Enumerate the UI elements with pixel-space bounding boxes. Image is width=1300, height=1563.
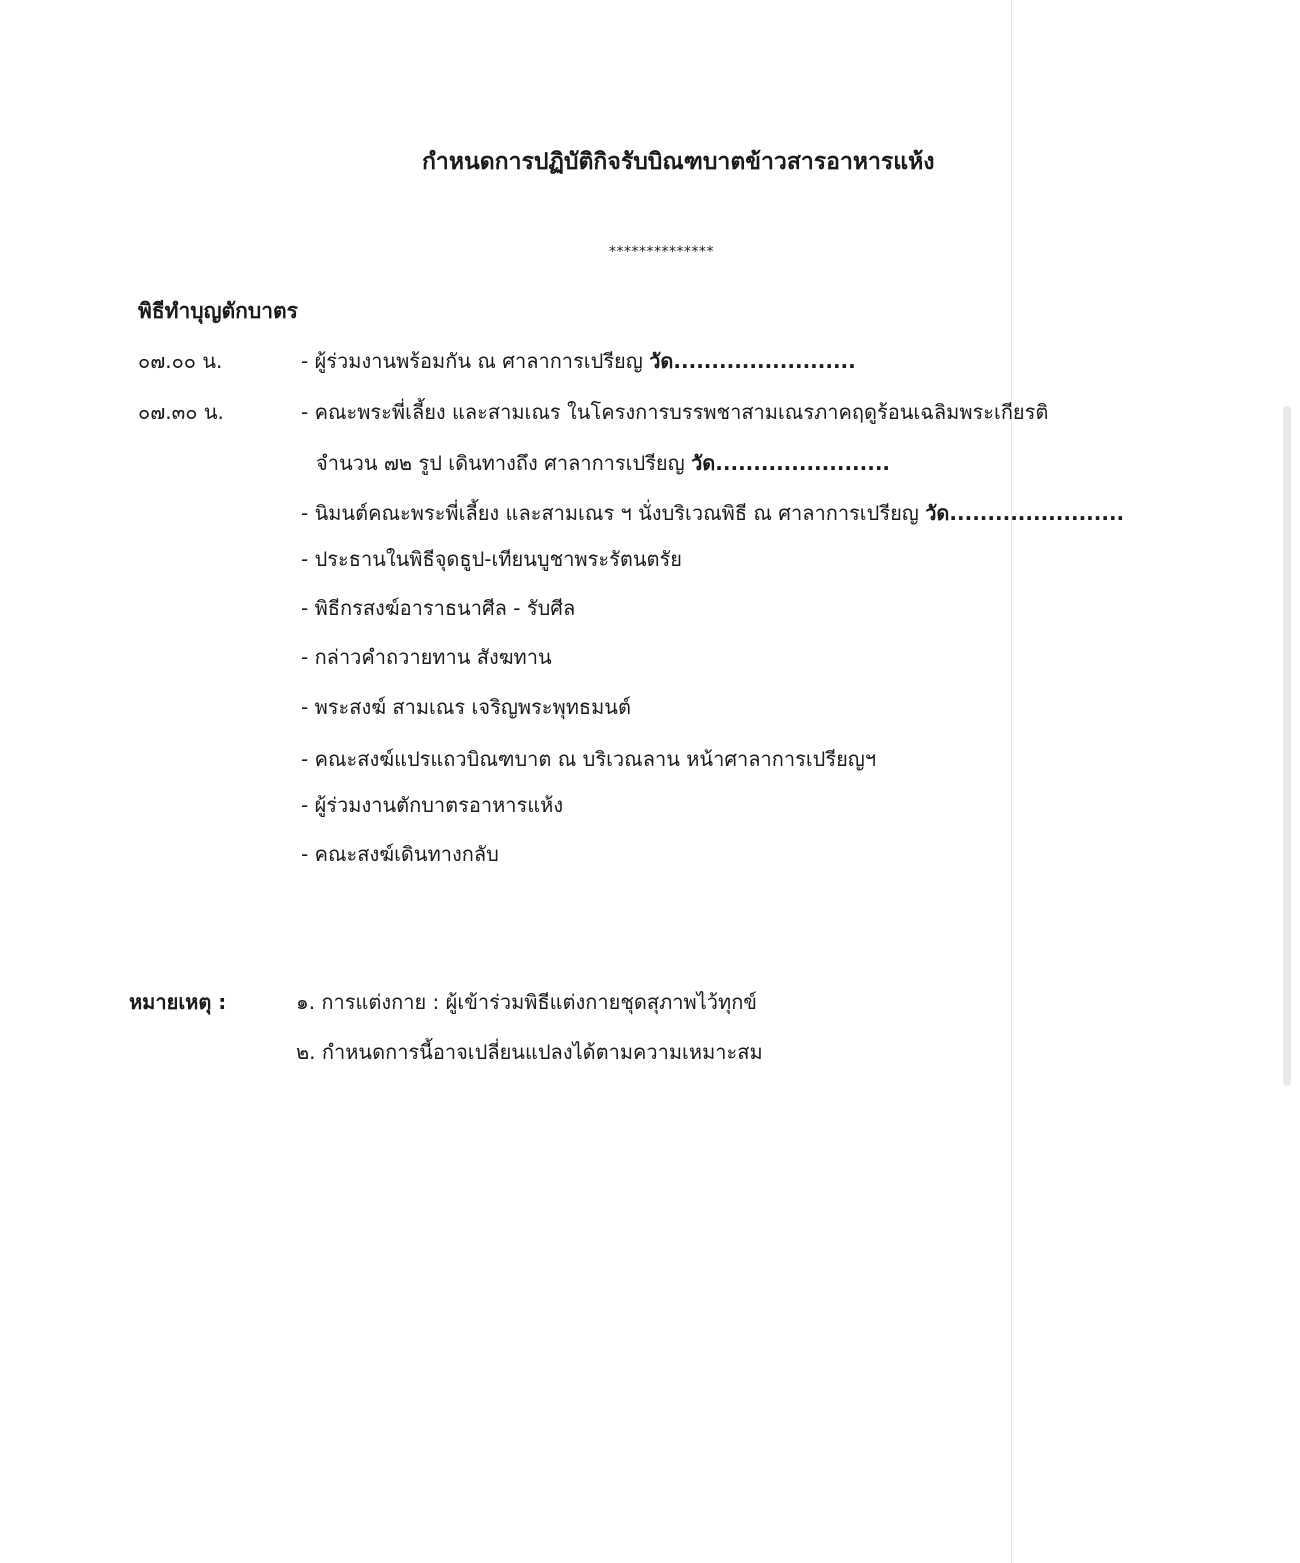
schedule-time-2: ๐๗.๓๐ น. [138,400,224,424]
schedule-line-dots: ....................... [715,451,891,475]
schedule-line-text: - นิมนต์คณะพระพี่เลี้ยง และสามเณร ฯ นั่งบริเวณพิธี ณ ศาลาการเปรียญ [301,501,926,525]
page-edge [1011,0,1012,1563]
schedule-line-text: - ผู้ร่วมงานตักบาตรอาหารแห้ง [301,793,564,817]
schedule-line [301,345,856,377]
schedule-line [301,743,876,775]
document-title: กำหนดการปฏิบัติกิจรับบิณฑบาตข้าวสารอาหารแห้ง [422,149,935,175]
schedule-line-text: - ประธานในพิธีจุดธูป-เทียนบูชาพระรัตนตรัย [301,547,682,571]
section-heading: พิธีทำบุญตักบาตร [138,299,298,323]
schedule-line [301,396,1048,428]
scrollbar[interactable] [1283,406,1291,1086]
note-item-2: ๒. กำหนดการนี้อาจเปลี่ยนแปลงได้ตามความเหมาะสม [296,1040,763,1064]
schedule-line-text: - คณะสงฆ์แปรแถวบิณฑบาต ณ บริเวณลาน หน้าศาลาการเปรียญฯ [301,747,877,771]
schedule-line-text: - คณะพระพี่เลี้ยง และสามเณร ในโครงการบรรพชาสามเณรภาคฤดูร้อนเฉลิมพระเกียรติ [301,400,1049,424]
schedule-line [316,447,890,479]
schedule-line-text: - ผู้ร่วมงานพร้อมกัน ณ ศาลาการเปรียญ [301,349,650,373]
schedule-line-dots: ....................... [949,501,1125,525]
schedule-line-text: - คณะสงฆ์เดินทางกลับ [301,842,499,866]
schedule-line-text: - พระสงฆ์ สามเณร เจริญพระพุทธมนต์ [301,695,631,719]
schedule-line-text: - กล่าวคำถวายทาน สังฆทาน [301,645,552,669]
schedule-line-bold: วัด [691,451,716,475]
schedule-line [301,497,1124,529]
notes-label: หมายเหตุ : [129,990,227,1014]
schedule-line [301,641,552,673]
schedule-line-bold: วัด [649,349,674,373]
schedule-line-bold: วัด [925,501,950,525]
separator: ************** [609,244,714,260]
schedule-line [301,543,682,575]
schedule-line [301,691,631,723]
schedule-time-1: ๐๗.๐๐ น. [138,349,223,373]
schedule-line [301,789,563,821]
schedule-line-text: จำนวน ๗๒ รูป เดินทางถึง ศาลาการเปรียญ [316,451,692,475]
schedule-line [301,592,575,624]
schedule-line [301,838,499,870]
note-item-1: ๑. การแต่งกาย : ผู้เข้าร่วมพิธีแต่งกายชุดสุภาพไว้ทุกข์ [296,990,757,1014]
schedule-line-text: - พิธีกรสงฆ์อาราธนาศีล - รับศีล [301,596,576,620]
schedule-line-dots: ........................ [673,349,856,373]
